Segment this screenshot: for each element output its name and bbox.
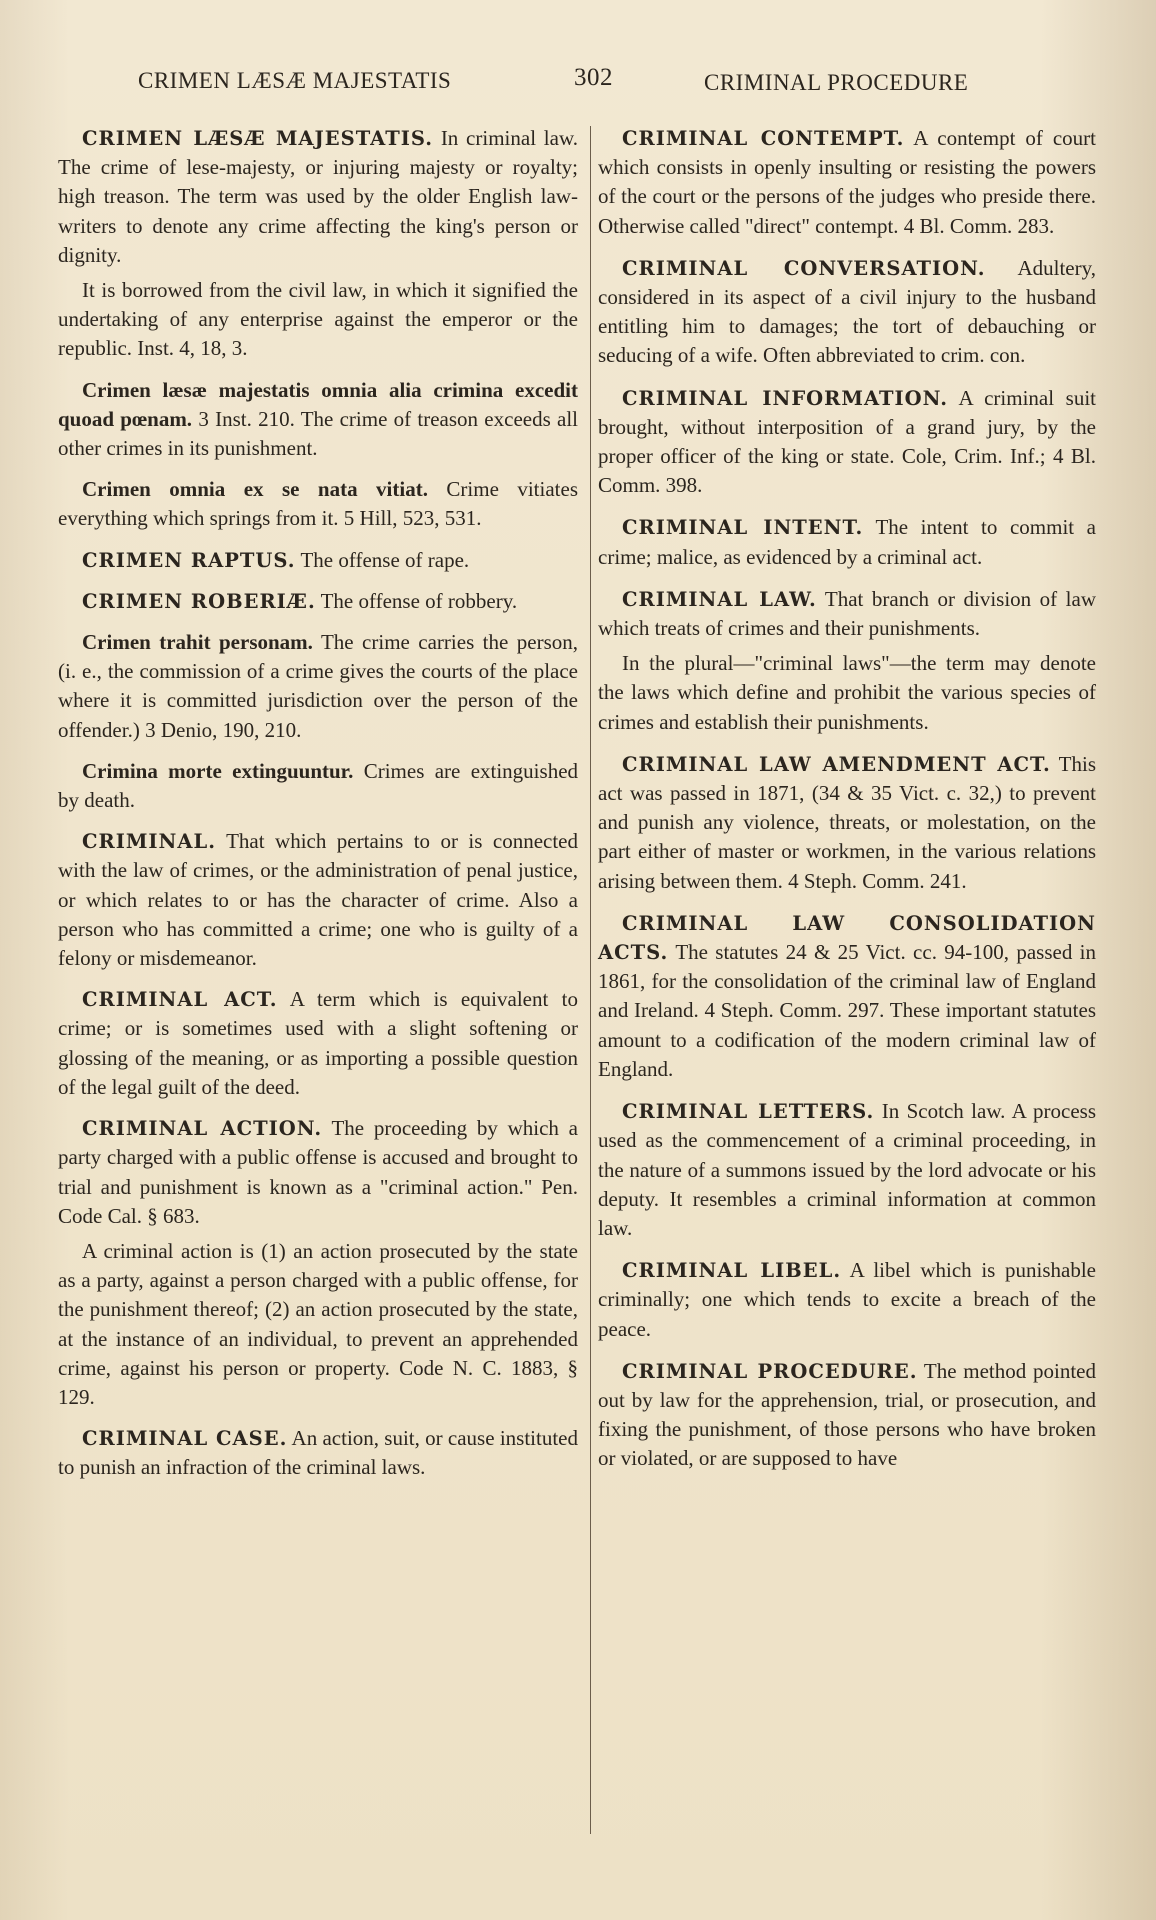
entry-term: CRIMINAL CONTEMPT. — [622, 127, 905, 150]
running-header — [100, 64, 1030, 104]
entry-text: The crime carries the person, (i. e., the commission of a crime gives the courts of the place where it is committed jurisdiction over the person of the offender.) 3 Denio, 190, 210. — [58, 630, 578, 742]
entry-term: CRIMINAL LAW CONSOLIDATION ACTS. — [598, 911, 1096, 965]
entry-term: CRIMINAL LETTERS. — [622, 1100, 875, 1124]
dictionary-entry — [598, 1097, 1096, 1243]
header-right-guide-word: CRIMINAL PROCEDURE — [704, 70, 969, 95]
dictionary-entry — [58, 587, 578, 616]
dictionary-entry — [58, 985, 578, 1102]
entry-text: A libel which is punishable criminally; one which tends to excite a breach of the peace. — [598, 1258, 1097, 1341]
right-column — [598, 124, 1096, 1487]
dictionary-entry — [598, 585, 1096, 737]
entry-text: The method pointed out by law for the apprehension, trial, or prosecution, and fixing the punishment, of those persons who have broken or violated, or are supposed to have — [598, 1358, 1096, 1471]
dictionary-entry — [58, 757, 578, 815]
entry-term: CRIMINAL LAW AMENDMENT ACT. — [622, 752, 1051, 776]
entry-text: The proceeding by which a party charged with a public offense is accused and brought to trial and punishment is known as a "criminal action." Pen. Code Cal. § 683. — [58, 1116, 578, 1228]
entry-term: CRIMINAL INFORMATION. — [622, 386, 948, 410]
entry-text: A criminal action is (1) an action prosecuted by the state as a party, against a person charged with a public offense, for the punishment thereof; (2) an action prosecuted by the state, at the instance of an individual, to prevent an apprehended crime, against his person or property. Code N. C. 1883, § 129. — [58, 1238, 578, 1409]
dictionary-entry — [598, 1256, 1096, 1344]
left-column — [58, 124, 578, 1495]
entry-text: 3 Inst. 210. The crime of treason exceeds all other crimes in its punishment. — [58, 406, 579, 461]
entry-maxim: Crimen trahit personam. — [82, 630, 313, 655]
entry-text: Crime vitiates everything which springs from it. 5 Hill, 523, 531. — [58, 477, 578, 531]
entry-term: CRIMEN RAPTUS. — [82, 548, 296, 572]
entry-term: CRIMINAL CONVERSATION. — [622, 256, 986, 280]
dictionary-entry — [58, 546, 578, 575]
entry-text: The statutes 24 & 25 Vict. cc. 94-100, passed in 1861, for the consolidation of the criminal law of England and Ireland. 4 Steph. Comm. 297. These important statutes amount to a codification of the modern criminal law of England. — [598, 940, 1097, 1081]
dictionary-entry — [598, 750, 1096, 896]
entry-text: A term which is equivalent to crime; or is sometimes used with a slight softening or glossing of the meaning, or as importing a possible question of the legal guilt of the deed. — [58, 987, 578, 1099]
entry-maxim: Crimen omnia ex se nata vitiat. — [82, 477, 428, 502]
entry-text: Adultery, considered in its aspect of a civil injury to the husband entitling him to damages; the tort of debauching or seducing of a wife. Often abbreviated to crim. con. — [598, 255, 1096, 368]
entry-text: The intent to commit a crime; malice, as evidenced by a criminal act. — [598, 515, 1097, 569]
dictionary-entry — [58, 376, 578, 464]
entry-maxim: Crimen læsæ majestatis omnia alia crimina excedit quoad pœnam. — [58, 377, 578, 431]
entry-text: An action, suit, or cause instituted to punish an infraction of the criminal laws. — [58, 1426, 578, 1480]
dictionary-entry — [58, 1424, 578, 1482]
dictionary-entry — [598, 124, 1096, 241]
dictionary-entry — [58, 475, 578, 533]
dictionary-entry — [598, 384, 1096, 501]
entry-text: It is borrowed from the civil law, in which it signified the undertaking of any enterprise against the emperor or the republic. Inst. 4, 18, 3. — [58, 278, 578, 361]
entry-term: CRIMEN ROBERIÆ. — [82, 589, 316, 613]
entry-text: Crimes are extinguished by death. — [58, 758, 579, 813]
entry-term: CRIMINAL ACTION. — [82, 1117, 323, 1141]
entry-text: A contempt of court which consists in openly insulting or resisting the powers of the court or the persons of the judges who preside there. Otherwise called "direct" contempt. 4 Bl. Comm. 283. — [598, 126, 1097, 238]
entry-term: CRIMINAL LAW. — [622, 587, 817, 611]
entry-term: CRIMINAL. — [82, 830, 217, 854]
entry-text: A criminal suit brought, without interposition of a grand jury, by the proper officer of the king or state. Cole, Crim. Inf.; 4 Bl. Comm. 398. — [598, 385, 1097, 498]
entry-term: CRIMINAL LIBEL. — [622, 1259, 842, 1283]
header-left-guide-word: CRIMEN LÆSÆ MAJESTATIS — [138, 68, 452, 93]
entry-text: The offense of rape. — [300, 547, 470, 572]
entry-text: That branch or division of law which treats of crimes and their punishments. — [598, 586, 1096, 641]
dictionary-entry — [598, 909, 1096, 1084]
dictionary-entry — [58, 827, 578, 973]
entry-term: CRIMINAL CASE. — [82, 1427, 288, 1451]
dictionary-entry — [598, 254, 1096, 371]
page-number: 302 — [574, 64, 613, 91]
dictionary-entry — [598, 513, 1096, 571]
dictionary-entry — [58, 1114, 578, 1412]
dictionary-entry — [598, 1357, 1096, 1474]
entry-text: In criminal law. The crime of lese-majesty, or injuring majesty or royalty; high treason. The term was used by the older English law-writers to denote any crime affecting the king's person or dignity. — [58, 126, 578, 267]
entry-text: The offense of robbery. — [320, 588, 518, 613]
entry-maxim: Crimina morte extinguuntur. — [82, 758, 354, 783]
entry-text: That which pertains to or is connected with the law of crimes, or the administration of penal justice, or which relates to or has the character of crime. Also a person who has committed a crime; one who is guilty of a felony or misdemeanor. — [58, 829, 579, 971]
entry-text: In Scotch law. A process used as the commencement of a criminal proceeding, in the nature of a summons issued by the lord advocate or his deputy. It resembles a criminal information at common law. — [598, 1099, 1097, 1240]
dictionary-entry — [58, 628, 578, 745]
entry-term: CRIMINAL ACT. — [82, 988, 278, 1012]
column-divider — [590, 126, 591, 1834]
entry-term: CRIMINAL PROCEDURE. — [622, 1359, 918, 1383]
entry-text: In the plural—"criminal laws"—the term may denote the laws which define and prohibit the various species of crimes and establish their punishments. — [598, 651, 1096, 734]
entry-term: CRIMEN LÆSÆ MAJESTATIS. — [82, 127, 434, 150]
entry-term: CRIMINAL INTENT. — [622, 516, 864, 540]
dictionary-entry — [58, 124, 578, 364]
entry-text: This act was passed in 1871, (34 & 35 Vict. c. 32,) to prevent and punish any violence, threats, or molestation, on the part either of master or workmen, in the various relations arising between them. 4 Steph. Comm. 241. — [598, 751, 1096, 893]
